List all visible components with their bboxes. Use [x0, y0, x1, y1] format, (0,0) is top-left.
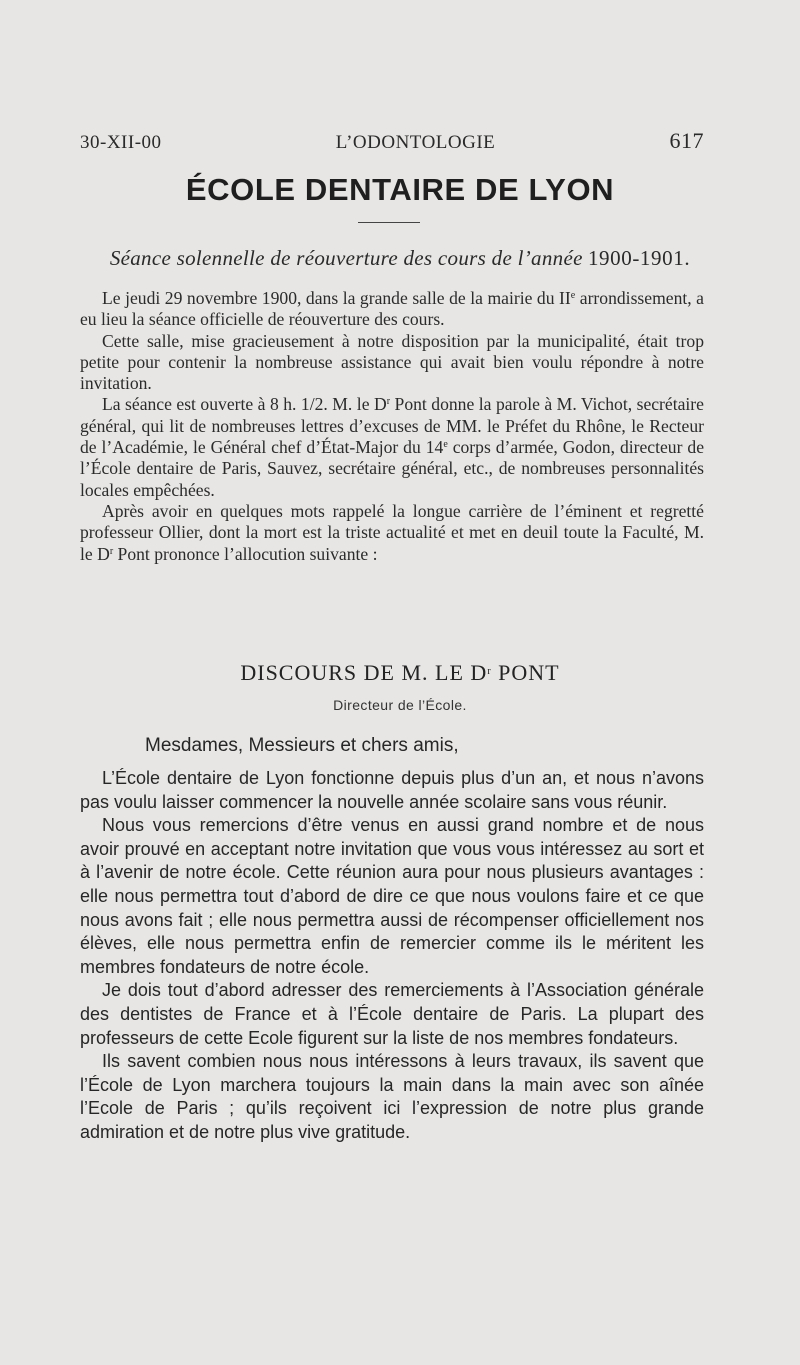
speech-paragraph: Ils savent combien nous nous intéressons à leurs travaux, ils savent que l’École de Lyon marchera toujours la main dans la main avec son aînée l’Ecole de Paris ; qu’ils reçoivent ici l’expression de notre plus grande admiration et de notre plus vive gratitude.	[80, 1051, 704, 1142]
speech-paragraph: L’École dentaire de Lyon fonctionne depuis plus d’un an, et nous n’avons pas voulu laisser commencer la nouvelle année scolaire sans vous réunir.	[80, 768, 704, 812]
subtitle-year: 1900-1901.	[587, 246, 691, 270]
speech-subtitle: Directeur de l’École.	[333, 697, 467, 713]
article-title: ÉCOLE DENTAIRE DE LYON	[185, 172, 615, 207]
running-header	[80, 128, 704, 154]
page-number: 617	[669, 128, 704, 153]
title-divider	[358, 222, 420, 223]
intro-section	[80, 288, 704, 565]
issue-date: 30-XII-00	[80, 132, 162, 153]
subtitle-text: Séance solennelle de réouverture des cours de l’année	[109, 246, 583, 270]
intro-paragraph: Après avoir en quelques mots rappelé la longue carrière de l’éminent et regretté professeur Ollier, dont la mort est la triste actualité et met en deuil toute la Faculté, M. le $D^r$ Pont prononce l’allocution suivante :	[80, 500, 704, 564]
speech-title: DISCOURS DE M. LE $D^r$ PONT	[240, 660, 560, 685]
article-subtitle	[0, 246, 800, 271]
intro-paragraph: La séance est ouverte à 8 h. 1/2. M. le $D^r$ Pont donne la parole à M. Vichot, secrétaire général, qui lit de nombreuses lettres d’excuses de MM. le Préfet du Rhône, le Recteur de l’Académie, le Général chef d’État-Major du 14e corps d’armée, Godon, directeur de l’École dentaire de Paris, Sauvez, secrétaire général, etc., de nombreuses personnalités locales empêchées.	[80, 394, 704, 500]
speech-salutation: Mesdames, Messieurs et chers amis,	[145, 735, 459, 756]
speech-paragraph: Nous vous remercions d’être venus en aussi grand nombre et de nous avoir prouvé en acceptant notre invitation que vous vous intéressez au sort et à l’avenir de notre école. Cette réunion aura pour nous plusieurs avantages : elle nous permettra tout d’abord de dire ce que nous voulons faire et ce que nous avons fait ; elle nous permettra aussi de récompenser officiellement nos élèves, elle nous permettra enfin de remercier comme ils le méritent les membres fondateurs de notre école.	[80, 815, 704, 977]
speech-body	[80, 767, 704, 1145]
speech-paragraph: Je dois tout d’abord adresser des remerciements à l’Association générale des dentistes de France et à l’École dentaire de Paris. La plupart des professeurs de cette Ecole figurent sur la liste de nos membres fondateurs.	[80, 980, 704, 1048]
journal-name: L’ODONTOLOGIE	[335, 132, 496, 153]
intro-paragraph: Cette salle, mise gracieusement à notre disposition par la municipalité, était trop petite pour contenir la nombreuse assistance qui avait bien voulu répondre à notre invitation.	[80, 330, 704, 394]
intro-paragraph: Le jeudi 29 novembre 1900, dans la grande salle de la mairie du IIe arrondissement, a eu lieu la séance officielle de réouverture des cours.	[80, 288, 704, 330]
